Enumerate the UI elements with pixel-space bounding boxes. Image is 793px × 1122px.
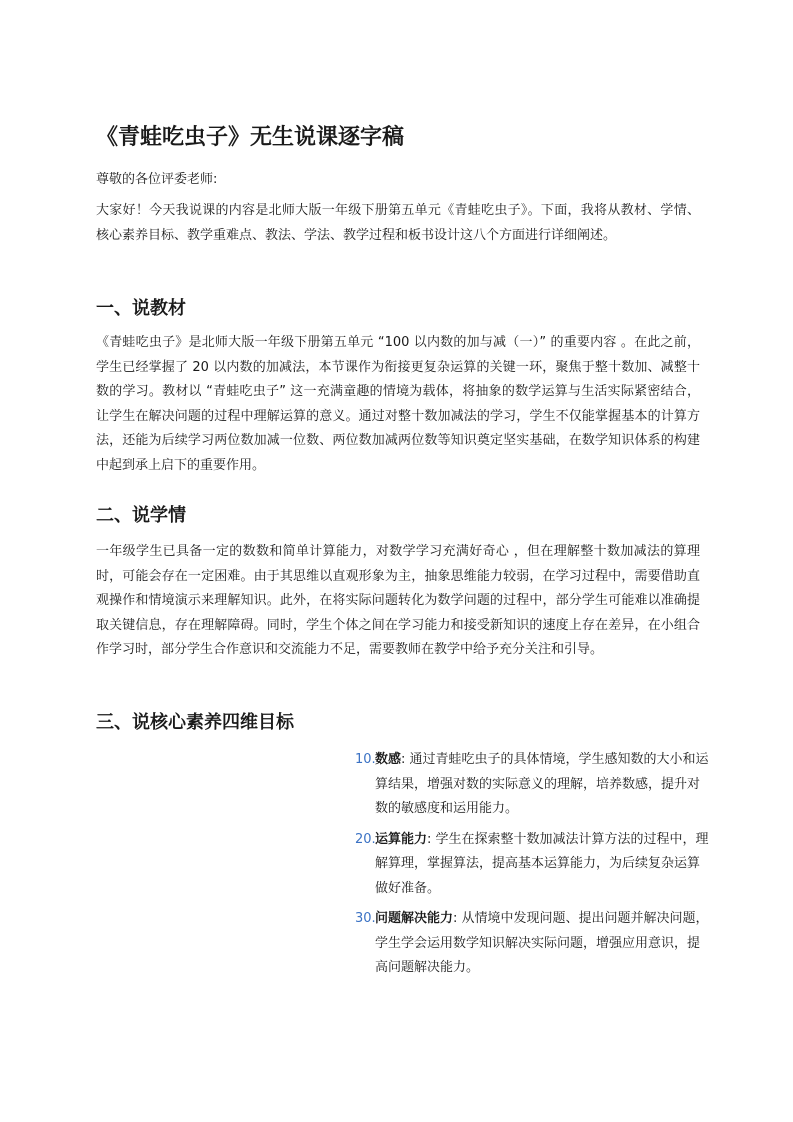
list-item-number: 10. [355,752,376,767]
goal-colon: : [401,752,406,767]
goal-colon: : [453,911,458,926]
section-body-students: 一年级学生已具备一定的数数和简单计算能力，对数学学习充满好奇心 ，但在理解整十数加减法的算理时，可能会存在一定困难。由于其思维以直观形象为主，抽象思维能力较弱，在学习过程中，需要借助直观操作和情境演示来理解知识。此外，在将实际问题转化为数学问题的过程中，部分学生可能难以准确提取关键信息，存在理解障碍。同时，学生个体之间在学习能力和接受新知识的速度上存在差异，在小组合作学习时，部分学生合作意识和交流能力不足，需要教师在教学中给予充分关注和引导。 [96,544,700,657]
document-title: 《青蛙吃虫子》无生说课逐字稿 [96,125,405,150]
goal-term: 问题解决能力 [375,911,454,926]
list-item [355,828,710,902]
goal-text: 学生在探索整十数加减法计算方法的过程中，理解算理，掌握算法，提高基本运算能力，为后续复杂运算做好准备。 [375,831,709,896]
section-heading-students: 二、说学情 [96,505,186,526]
section-heading-goals: 三、说核心素养四维目标 [96,712,294,733]
section-heading-textbook: 一、说教材 [96,298,186,319]
goal-colon: : [427,831,432,847]
list-item-number: 30. [355,911,376,926]
goal-term: 数感 [375,752,402,767]
goal-text: 从情境中发现问题、提出问题并解决问题，学生学会运用数学知识解决实际问题，增强应用意识，提高问题解决能力。 [375,911,709,975]
goal-term: 运算能力 [375,831,428,847]
list-item [355,748,710,822]
salutation: 尊敬的各位评委老师: [96,172,218,187]
list-item-number: 20. [355,831,376,847]
section-body-textbook: 《青蛙吃虫子》是北师大版一年级下册第五单元 “100 以内数的加与减（一）” 的重要内容 。在此之前，学生已经掌握了 20 以内数的加减法，本节课作为衔接更复杂运算的关键一环，聚焦于整十数加、减整十数的学习。教材以 “青蛙吃虫子” 这一充满童趣的情境为载体，将抽象的数学运算与生活实际紧密结合，让学生在解决问题的过程中理解运算的意义。通过对整十数加减法的学习，学生不仅能掌握基本的计算方法，还能为后续学习两位数加减一位数、两位数加减两位数等知识奠定坚实基础，在数学知识体系的构建中起到承上启下的重要作用。 [96,335,700,473]
intro-paragraph: 大家好！今天我说课的内容是北师大版一年级下册第五单元《青蛙吃虫子》。下面，我将从教材、学情、核心素养目标、教学重难点、教法、学法、教学过程和板书设计这八个方面进行详细阐述。 [96,203,700,243]
goal-text: 通过青蛙吃虫子的具体情境，学生感知数的大小和运算结果，增强对数的实际意义的理解，培养数感，提升对数的敏感度和运用能力。 [375,752,709,816]
list-item [355,907,710,981]
core-goals-list [355,748,710,987]
